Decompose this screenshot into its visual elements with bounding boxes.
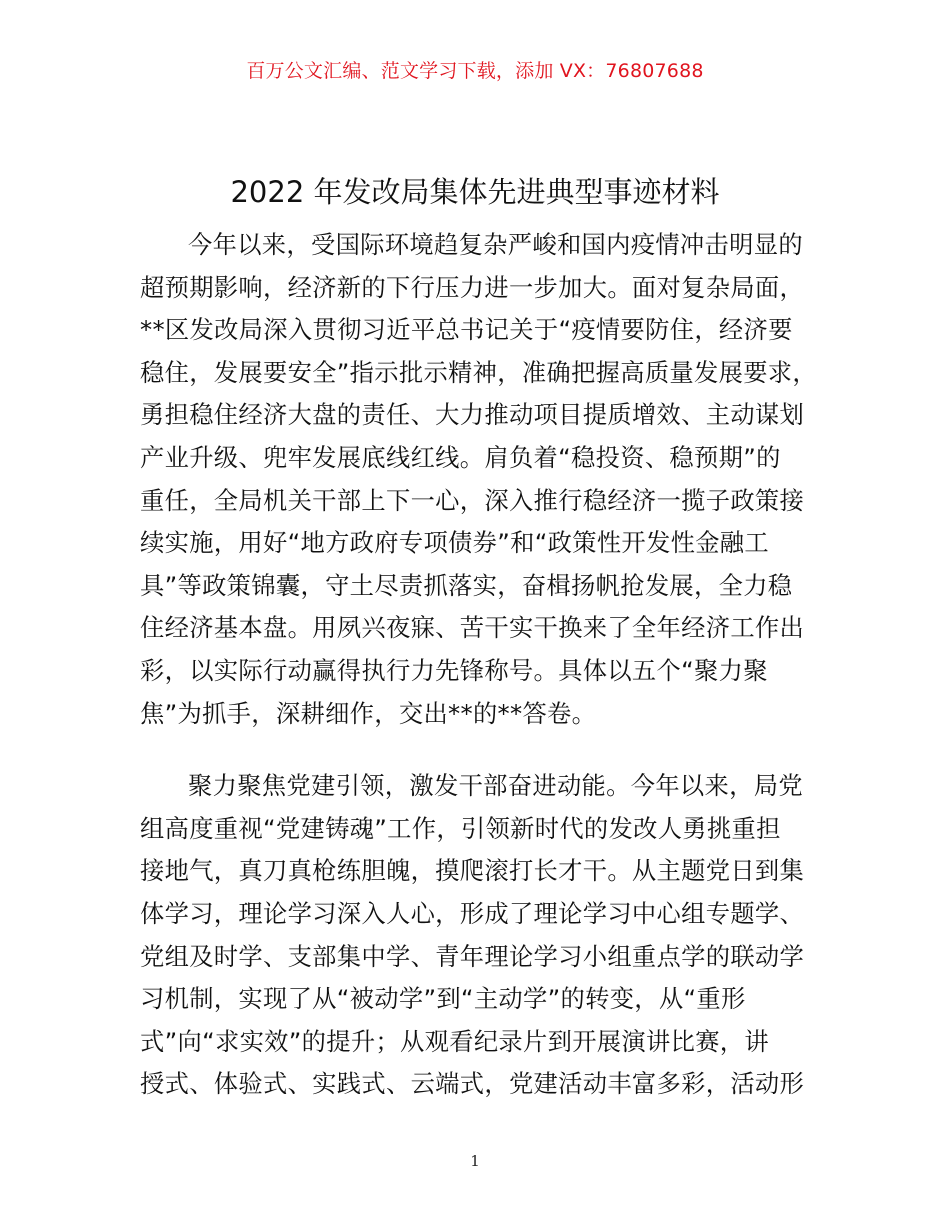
text-line: 续实施，用好“地方政府专项债券”和“政策性开发性金融工 [140, 528, 769, 558]
text-line: 习机制，实现了从“被动学”到“主动学”的转变，从“重形 [140, 984, 746, 1014]
text-line: 彩，以实际行动赢得执行力先锋称号。具体以五个“聚力聚 [140, 655, 768, 685]
text-line: **区发改局深入贯彻习近平总书记关于“疫情要防住，经济要 [140, 315, 793, 345]
text-line: 聚力聚焦党建引领，激发干部奋进动能。今年以来，局党 [188, 771, 803, 801]
document-title: 2022 年发改局集体先进典型事迹材料 [230, 175, 720, 209]
paragraph-2 [140, 765, 830, 1106]
text-line: 产业升级、兜牢发展底线红线。肩负着“稳投资、稳预期”的 [140, 442, 781, 472]
text-line: 式”向“求实效”的提升；从观看纪录片到开展演讲比赛，讲 [140, 1026, 769, 1056]
paragraph-1 [140, 224, 830, 735]
text-line: 重任，全局机关干部上下一心，深入推行稳经济一揽子政策接 [140, 485, 805, 515]
text-line: 党组及时学、支部集中学、青年理论学习小组重点学的联动学 [140, 941, 805, 971]
text-line: 组高度重视“党建铸魂”工作，引领新时代的发改人勇挑重担 [140, 813, 781, 843]
text-line: 稳住，发展要安全”指示批示精神，准确把握高质量发展要求， [140, 357, 817, 387]
text-line: 体学习，理论学习深入人心，形成了理论学习中心组专题学、 [140, 898, 805, 928]
page-number: 1 [470, 1152, 480, 1170]
text-line: 具”等政策锦囊，守土尽责抓落实，奋楫扬帆抢发展，全力稳 [140, 570, 793, 600]
text-line: 超预期影响，经济新的下行压力进一步加大。面对复杂局面， [140, 272, 805, 302]
text-line: 住经济基本盘。用夙兴夜寐、苦干实干换来了全年经济工作出 [140, 613, 805, 643]
header-note: 百万公文汇编、范文学习下载，添加 VX：76807688 [246, 60, 704, 82]
text-line: 接地气，真刀真枪练胆魄，摸爬滚打长才干。从主题党日到集 [140, 856, 805, 886]
document-body [140, 224, 830, 1106]
text-line: 焦”为抓手，深耕细作，交出**的**答卷。 [140, 698, 597, 728]
text-line: 今年以来，受国际环境趋复杂严峻和国内疫情冲击明显的 [188, 230, 803, 259]
text-line: 授式、体验式、实践式、云端式，党建活动丰富多彩，活动形 [140, 1069, 805, 1099]
paragraph-gap [140, 735, 830, 765]
text-line: 勇担稳住经济大盘的责任、大力推动项目提质增效、主动谋划 [140, 400, 805, 430]
